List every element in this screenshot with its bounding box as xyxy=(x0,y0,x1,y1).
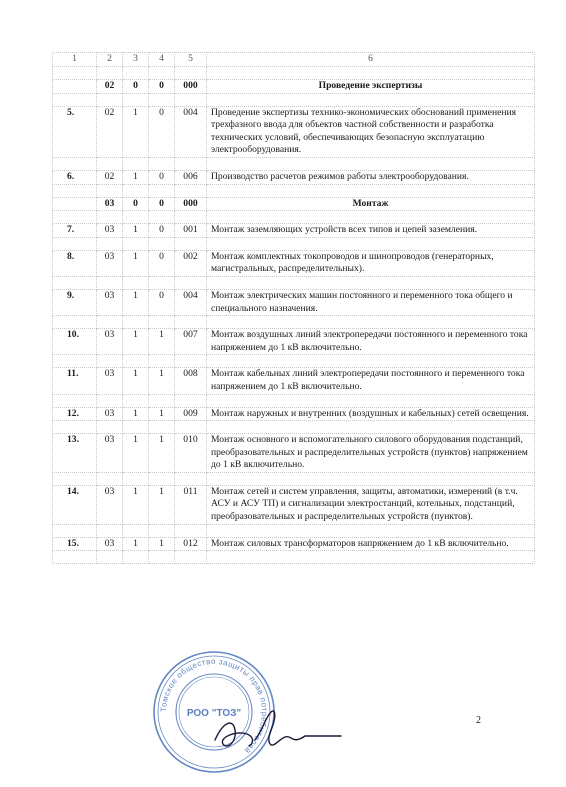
table-row xyxy=(53,537,535,551)
code-group: 03 xyxy=(97,407,123,421)
empty-cell xyxy=(207,93,535,106)
code-subgroup: 1 xyxy=(123,250,149,276)
work-description: Проведение экспертизы технико-экономических обоснований применения трехфазного ввода для объектов частной собственности и разработка технических условий, обеспечивающих безопасную эксплуатацию электрооборудования. xyxy=(207,106,535,157)
row-number: 10. xyxy=(53,329,97,355)
empty-cell xyxy=(123,394,149,407)
empty-cell xyxy=(149,67,175,80)
code-class: 1 xyxy=(149,407,175,421)
code-item: 004 xyxy=(175,289,207,315)
table-row xyxy=(53,250,535,276)
empty-cell xyxy=(175,93,207,106)
empty-cell xyxy=(207,551,535,564)
work-description: Монтаж электрических машин постоянного и переменного тока общего и специального назначения. xyxy=(207,289,535,315)
empty-cell xyxy=(123,472,149,485)
code-group: 03 xyxy=(97,434,123,473)
code-item: 011 xyxy=(175,485,207,524)
table-row xyxy=(53,368,535,394)
code-class: 0 xyxy=(149,197,175,211)
row-number: 12. xyxy=(53,407,97,421)
work-description: Монтаж комплектных токопроводов и шинопроводов (генераторных, магистральных, распределительных). xyxy=(207,250,535,276)
code-subgroup: 1 xyxy=(123,537,149,551)
code-item: 000 xyxy=(175,80,207,94)
spacer-row xyxy=(53,472,535,485)
empty-cell xyxy=(123,524,149,537)
code-group: 02 xyxy=(97,106,123,157)
column-number: 4 xyxy=(149,53,175,67)
column-number: 1 xyxy=(53,53,97,67)
section-title: Проведение экспертизы xyxy=(207,80,535,94)
table-row xyxy=(53,289,535,315)
row-number: 15. xyxy=(53,537,97,551)
code-item: 010 xyxy=(175,434,207,473)
empty-cell xyxy=(53,316,97,329)
empty-cell xyxy=(207,421,535,434)
table-row xyxy=(53,106,535,157)
empty-cell xyxy=(53,524,97,537)
code-class: 0 xyxy=(149,80,175,94)
empty-cell xyxy=(175,551,207,564)
code-item: 002 xyxy=(175,250,207,276)
empty-cell xyxy=(149,93,175,106)
spacer-row xyxy=(53,67,535,80)
table-row xyxy=(53,485,535,524)
column-number: 2 xyxy=(97,53,123,67)
code-group: 03 xyxy=(97,197,123,211)
empty-cell xyxy=(149,276,175,289)
column-number: 6 xyxy=(207,53,535,67)
empty-cell xyxy=(149,355,175,368)
code-class: 0 xyxy=(149,106,175,157)
svg-text:Томское общество защиты прав п: Томское общество защиты прав потребителей xyxy=(158,656,270,756)
empty-cell xyxy=(123,276,149,289)
empty-cell xyxy=(97,472,123,485)
spacer-row xyxy=(53,184,535,197)
works-table xyxy=(52,52,535,564)
spacer-row xyxy=(53,237,535,250)
code-group: 03 xyxy=(97,224,123,238)
column-number: 3 xyxy=(123,53,149,67)
empty-cell xyxy=(149,551,175,564)
empty-cell xyxy=(123,316,149,329)
spacer-row xyxy=(53,394,535,407)
empty-cell xyxy=(97,184,123,197)
row-number: 7. xyxy=(53,224,97,238)
empty-cell xyxy=(123,237,149,250)
empty-cell xyxy=(207,316,535,329)
code-subgroup: 1 xyxy=(123,434,149,473)
empty-cell xyxy=(97,237,123,250)
empty-cell xyxy=(149,237,175,250)
code-item: 001 xyxy=(175,224,207,238)
empty-cell xyxy=(175,184,207,197)
empty-cell xyxy=(175,211,207,224)
work-description: Производство расчетов режимов работы электрооборудования. xyxy=(207,170,535,184)
code-class: 0 xyxy=(149,250,175,276)
table-row xyxy=(53,407,535,421)
empty-cell xyxy=(97,394,123,407)
code-item: 008 xyxy=(175,368,207,394)
code-group: 03 xyxy=(97,485,123,524)
empty-cell xyxy=(175,276,207,289)
code-class: 1 xyxy=(149,434,175,473)
code-item: 006 xyxy=(175,170,207,184)
row-number: 13. xyxy=(53,434,97,473)
empty-cell xyxy=(149,524,175,537)
row-number: 8. xyxy=(53,250,97,276)
code-group: 03 xyxy=(97,250,123,276)
code-subgroup: 1 xyxy=(123,407,149,421)
empty-cell xyxy=(175,472,207,485)
empty-cell xyxy=(123,355,149,368)
empty-cell xyxy=(207,237,535,250)
empty-cell xyxy=(97,93,123,106)
row-number xyxy=(53,197,97,211)
empty-cell xyxy=(97,355,123,368)
spacer-row xyxy=(53,211,535,224)
work-description: Монтаж воздушных линий электропередачи постоянного и переменного тока напряжением до 1 кВ включительно. xyxy=(207,329,535,355)
code-group: 03 xyxy=(97,537,123,551)
empty-cell xyxy=(97,211,123,224)
code-class: 1 xyxy=(149,537,175,551)
code-subgroup: 1 xyxy=(123,368,149,394)
empty-cell xyxy=(207,355,535,368)
work-description: Монтаж силовых трансформаторов напряжением до 1 кВ включительно. xyxy=(207,537,535,551)
empty-cell xyxy=(207,524,535,537)
empty-cell xyxy=(207,394,535,407)
empty-cell xyxy=(149,316,175,329)
code-item: 004 xyxy=(175,106,207,157)
spacer-row xyxy=(53,276,535,289)
work-description: Монтаж заземляющих устройств всех типов и цепей заземления. xyxy=(207,224,535,238)
code-item: 000 xyxy=(175,197,207,211)
spacer-row xyxy=(53,421,535,434)
code-item: 012 xyxy=(175,537,207,551)
empty-cell xyxy=(207,472,535,485)
work-description: Монтаж основного и вспомогательного силового оборудования подстанций, преобразовательных и распределительных устройств (пунктов) напряжением до 1 кВ включительно. xyxy=(207,434,535,473)
empty-cell xyxy=(175,394,207,407)
code-class: 1 xyxy=(149,368,175,394)
code-subgroup: 1 xyxy=(123,289,149,315)
empty-cell xyxy=(123,93,149,106)
empty-cell xyxy=(175,355,207,368)
empty-cell xyxy=(149,211,175,224)
row-number: 9. xyxy=(53,289,97,315)
table-row xyxy=(53,224,535,238)
empty-cell xyxy=(97,421,123,434)
code-class: 0 xyxy=(149,224,175,238)
empty-cell xyxy=(53,472,97,485)
empty-cell xyxy=(97,551,123,564)
row-number: 5. xyxy=(53,106,97,157)
spacer-row xyxy=(53,524,535,537)
spacer-row xyxy=(53,316,535,329)
empty-cell xyxy=(53,184,97,197)
empty-cell xyxy=(53,237,97,250)
empty-cell xyxy=(207,276,535,289)
code-subgroup: 0 xyxy=(123,80,149,94)
section-title: Монтаж xyxy=(207,197,535,211)
empty-cell xyxy=(53,93,97,106)
empty-cell xyxy=(207,184,535,197)
empty-cell xyxy=(53,276,97,289)
code-item: 007 xyxy=(175,329,207,355)
code-subgroup: 1 xyxy=(123,485,149,524)
empty-cell xyxy=(175,237,207,250)
empty-cell xyxy=(149,421,175,434)
empty-cell xyxy=(123,551,149,564)
code-class: 1 xyxy=(149,485,175,524)
code-subgroup: 0 xyxy=(123,197,149,211)
empty-cell xyxy=(175,316,207,329)
empty-cell xyxy=(123,184,149,197)
empty-cell xyxy=(207,211,535,224)
row-number: 6. xyxy=(53,170,97,184)
empty-cell xyxy=(97,276,123,289)
code-group: 03 xyxy=(97,368,123,394)
spacer-row xyxy=(53,157,535,170)
spacer-row xyxy=(53,93,535,106)
spacer-row xyxy=(53,551,535,564)
code-subgroup: 1 xyxy=(123,106,149,157)
empty-cell xyxy=(123,211,149,224)
empty-cell xyxy=(53,355,97,368)
work-description: Монтаж кабельных линий электропередачи постоянного и переменного тока напряжением до 1 кВ включительно. xyxy=(207,368,535,394)
empty-cell xyxy=(175,67,207,80)
empty-cell xyxy=(97,316,123,329)
empty-cell xyxy=(207,67,535,80)
empty-cell xyxy=(207,157,535,170)
section-row xyxy=(53,197,535,211)
empty-cell xyxy=(97,524,123,537)
code-class: 1 xyxy=(149,329,175,355)
code-group: 03 xyxy=(97,329,123,355)
column-numbers-row xyxy=(53,53,535,67)
empty-cell xyxy=(123,67,149,80)
page-number: 2 xyxy=(476,715,481,726)
spacer-row xyxy=(53,355,535,368)
table-row xyxy=(53,434,535,473)
empty-cell xyxy=(149,394,175,407)
code-group: 02 xyxy=(97,170,123,184)
empty-cell xyxy=(53,67,97,80)
svg-text:РОО "ТОЗ": РОО "ТОЗ" xyxy=(186,708,242,719)
empty-cell xyxy=(97,67,123,80)
work-description: Монтаж наружных и внутренних (воздушных и кабельных) сетей освещения. xyxy=(207,407,535,421)
empty-cell xyxy=(175,524,207,537)
code-class: 0 xyxy=(149,170,175,184)
row-number xyxy=(53,80,97,94)
table-row xyxy=(53,170,535,184)
code-class: 0 xyxy=(149,289,175,315)
empty-cell xyxy=(53,394,97,407)
code-group: 03 xyxy=(97,289,123,315)
code-subgroup: 1 xyxy=(123,224,149,238)
empty-cell xyxy=(149,157,175,170)
empty-cell xyxy=(53,157,97,170)
empty-cell xyxy=(53,551,97,564)
table-row xyxy=(53,329,535,355)
code-group: 02 xyxy=(97,80,123,94)
column-number: 5 xyxy=(175,53,207,67)
row-number: 14. xyxy=(53,485,97,524)
empty-cell xyxy=(149,472,175,485)
empty-cell xyxy=(123,421,149,434)
empty-cell xyxy=(175,421,207,434)
code-subgroup: 1 xyxy=(123,170,149,184)
empty-cell xyxy=(53,421,97,434)
empty-cell xyxy=(97,157,123,170)
code-item: 009 xyxy=(175,407,207,421)
code-subgroup: 1 xyxy=(123,329,149,355)
work-description: Монтаж сетей и систем управления, защиты, автоматики, измерений (в т.ч. АСУ и АСУ ТП) и сигнализации электростанций, котельных, подстанций, преобразовательных и распределительных устройств (пунктов). xyxy=(207,485,535,524)
empty-cell xyxy=(123,157,149,170)
signature-icon xyxy=(205,700,345,760)
empty-cell xyxy=(175,157,207,170)
empty-cell xyxy=(53,211,97,224)
row-number: 11. xyxy=(53,368,97,394)
section-row xyxy=(53,80,535,94)
empty-cell xyxy=(149,184,175,197)
